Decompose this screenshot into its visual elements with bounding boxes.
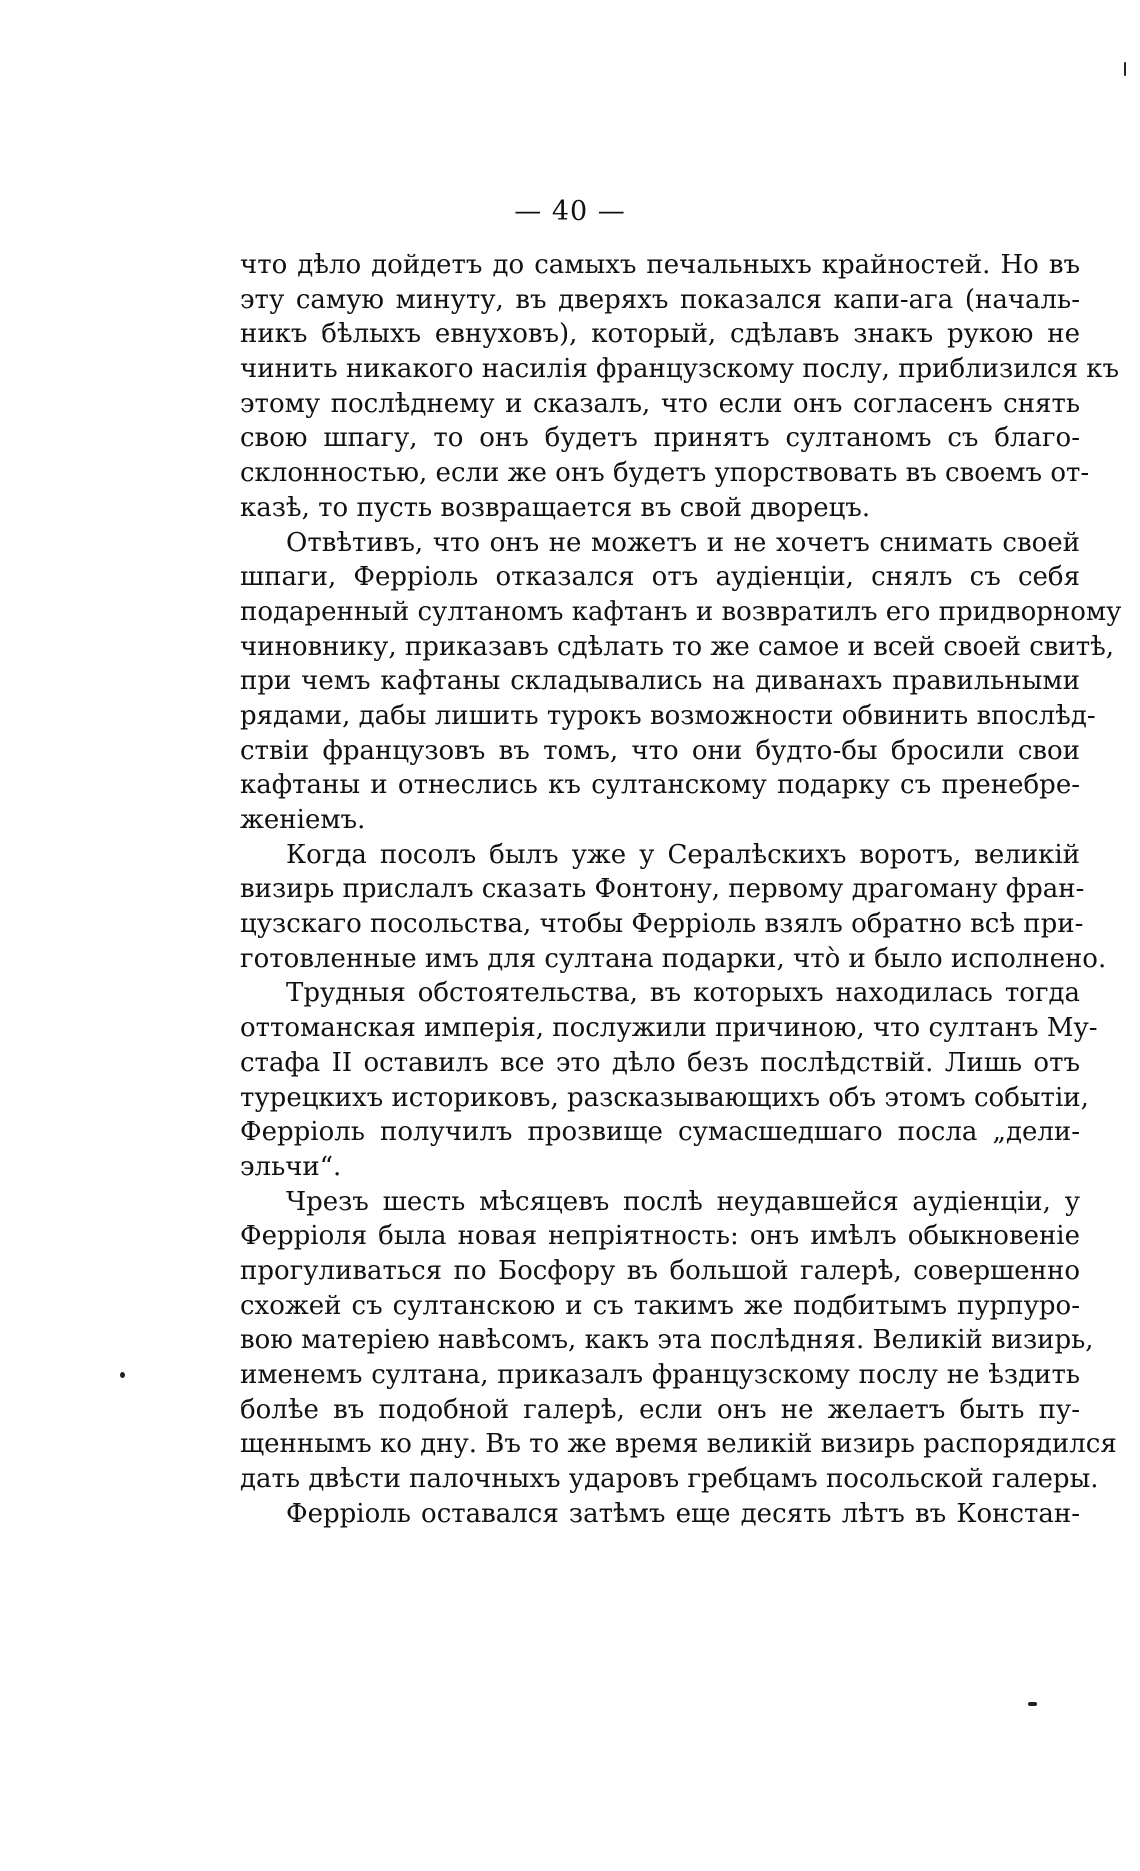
text-line: чинить никакого насилія французскому послу, приблизился къ	[240, 354, 1120, 385]
ink-speck	[1028, 1702, 1037, 1706]
text-line: дать двѣсти палочныхъ ударовъ гребцамъ посольской галеры.	[240, 1464, 1099, 1495]
text-line: Ферріоль оставался затѣмъ еще десять лѣтъ въ Констан-	[286, 1498, 1080, 1529]
text-line: что дѣло дойдетъ до самыхъ печальныхъ крайностей. Но въ	[240, 250, 1080, 280]
text-line: стафа II оставилъ все это дѣло безъ послѣдствій. Лишь отъ	[240, 1047, 1080, 1078]
text-line: вою матеріею навѣсомъ, какъ эта послѣдняя. Великій визирь,	[240, 1325, 1094, 1356]
text-line: этому послѣднему и сказалъ, что если онъ согласенъ снять	[240, 388, 1080, 419]
text-line: кафтаны и отнеслись къ султанскому подарку съ пренебре-	[240, 770, 1080, 801]
text-line: Отвѣтивъ, что онъ не можетъ и не хочетъ снимать своей	[286, 527, 1080, 558]
text-line: Ферріоля была новая непріятность: онъ имѣлъ обыкновеніе	[240, 1221, 1080, 1252]
margin-mark	[1124, 62, 1126, 76]
text-line: казѣ, то пусть возвращается въ свой дворецъ.	[240, 492, 871, 523]
text-line: схожей съ султанскою и съ такимъ же подбитымъ пурпуро-	[240, 1290, 1080, 1321]
text-line: при чемъ кафтаны складывались на диванахъ правильными	[240, 666, 1080, 697]
text-line: рядами, дабы лишить турокъ возможности обвинить впослѣд-	[240, 700, 1096, 731]
text-line: визирь прислалъ сказать Фонтону, первому драгоману фран-	[240, 874, 1085, 905]
text-line: щеннымъ ко дну. Въ то же время великій визирь распорядился	[240, 1429, 1117, 1460]
text-line: свою шпагу, то онъ будетъ принятъ султаномъ съ благо-	[240, 423, 1080, 454]
body-text	[240, 248, 1122, 1531]
ink-speck	[120, 1372, 125, 1378]
text-line: склонностью, если же онъ будетъ упорствовать въ своемъ от-	[240, 458, 1090, 489]
text-line: чиновнику, приказавъ сдѣлать то же самое и всей своей свитѣ,	[240, 631, 1115, 662]
text-line: женіемъ.	[240, 805, 366, 835]
text-line: ствіи французовъ въ томъ, что они будто-бы бросили свои	[240, 735, 1080, 766]
page-number: — 40 —	[514, 196, 626, 227]
text-line: шпаги, Ферріоль отказался отъ аудіенціи, снялъ съ себя	[240, 562, 1080, 593]
text-line: Чрезъ шесть мѣсяцевъ послѣ неудавшейся аудіенціи, у	[286, 1186, 1080, 1217]
text-line: болѣе въ подобной галерѣ, если онъ не желаетъ быть пу-	[240, 1394, 1080, 1425]
text-line: подаренный султаномъ кафтанъ и возвратилъ его придворному	[240, 596, 1122, 627]
text-line: никъ бѣлыхъ евнуховъ), который, сдѣлавъ знакъ рукою не	[240, 319, 1080, 350]
text-line: оттоманская имперія, послужили причиною, что султанъ Му-	[240, 1013, 1098, 1044]
text-line: цузскаго посольства, чтобы Ферріоль взялъ обратно всѣ при-	[240, 909, 1084, 940]
text-line: эту самую минуту, въ дверяхъ показался капи-ага (началь-	[240, 284, 1080, 315]
text-line: именемъ султана, приказалъ французскому послу не ѣздить	[240, 1360, 1080, 1390]
text-line: турецкихъ историковъ, разсказывающихъ объ этомъ событіи,	[240, 1082, 1089, 1113]
text-line: готовленные имъ для султана подарки, что̀ и было исполнено.	[240, 943, 1107, 974]
text-line: Трудныя обстоятельства, въ которыхъ находилась тогда	[286, 978, 1080, 1009]
text-line: эльчи“.	[240, 1151, 342, 1182]
text-line: Ферріоль получилъ прозвище сумасшедшаго посла „дели-	[240, 1117, 1080, 1148]
text-line: прогуливаться по Босфору въ большой галерѣ, совершенно	[240, 1255, 1080, 1286]
text-line: Когда посолъ былъ уже у Сералѣскихъ воротъ, великій	[286, 839, 1080, 870]
